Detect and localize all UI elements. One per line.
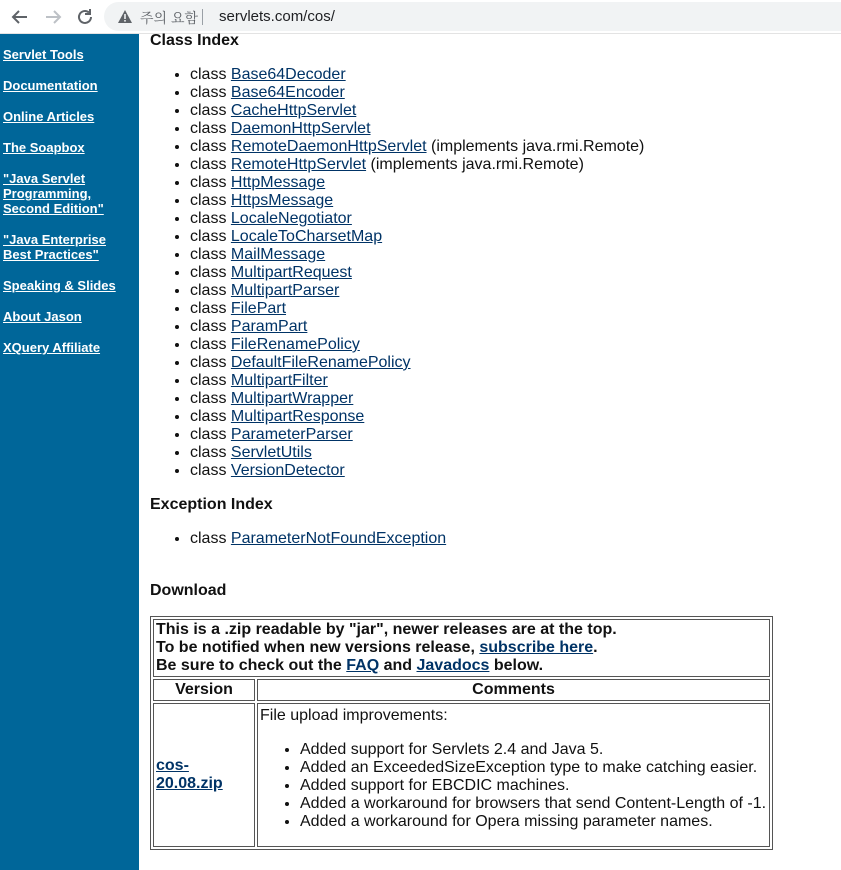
list-item [190,66,644,84]
sidebar-item-documentation[interactable]: Documentation [3,78,98,93]
class-prefix: class [190,530,227,547]
class-link[interactable]: MultipartFilter [230,372,328,389]
zip-download-link[interactable]: cos-20.08.zip [156,757,223,792]
release-note: • Added a workaround for browsers that send Content-Length of -1. [300,795,767,813]
download-heading: Download [150,582,227,599]
subscribe-link[interactable]: subscribe here [479,639,594,656]
list-item [190,84,644,102]
list-item [190,138,644,156]
class-prefix: class [190,210,227,227]
class-prefix: class [190,102,227,119]
class-prefix: class [190,120,227,137]
sidebar-item-online-articles[interactable]: Online Articles [3,109,95,124]
warning-icon[interactable] [116,8,134,26]
class-link[interactable]: Base64Decoder [230,66,346,83]
sidebar-nav [0,34,139,870]
browser-toolbar [0,0,841,34]
class-prefix: class [190,138,227,155]
class-prefix: class [190,174,227,191]
release-summary: File upload improvements: [260,707,448,724]
class-note: (implements java.rmi.Remote) [366,156,584,173]
list-item [190,120,644,138]
security-label[interactable]: 주의 요함 [140,10,198,26]
release-note: • Added support for Servlets 2.4 and Java 5. [300,741,767,759]
class-prefix: class [190,426,227,443]
class-link[interactable]: ParameterNotFoundException [230,530,447,547]
class-prefix: class [190,84,227,101]
sidebar-item-speaking-slides[interactable]: Speaking & Slides [3,278,116,293]
forward-arrow-icon [44,8,62,26]
faq-link[interactable]: FAQ [346,657,380,674]
class-link[interactable]: VersionDetector [230,462,345,479]
version-cell [153,703,255,847]
list-item [190,354,644,372]
list-item [190,408,644,426]
list-item [190,210,644,228]
class-prefix: class [190,318,227,335]
exception-index-heading: Exception Index [150,496,273,513]
comments-column-header: Comments [257,679,770,701]
intro-line-2: To be notified when new versions release, [156,639,480,656]
class-prefix: class [190,336,227,353]
address-bar[interactable] [104,2,841,31]
intro-line-3-end: below. [489,657,544,674]
list-item [190,462,644,480]
table-row [153,703,770,847]
back-arrow-icon [11,8,29,26]
class-link[interactable]: HttpsMessage [230,192,334,209]
class-link[interactable]: RemoteHttpServlet [230,156,367,173]
class-link[interactable]: LocaleNegotiator [230,210,352,227]
release-note: • Added an ExceededSizeException type to make catching easier. [300,759,767,777]
class-link[interactable]: ParamPart [230,318,308,335]
list-item [190,530,446,548]
class-link[interactable]: MultipartParser [230,282,340,299]
class-link[interactable]: DefaultFileRenamePolicy [230,354,411,371]
class-prefix: class [190,156,227,173]
class-prefix: class [190,408,227,425]
sidebar-item-soapbox[interactable]: The Soapbox [3,140,85,155]
list-item [190,156,644,174]
class-prefix: class [190,228,227,245]
class-link[interactable]: MultipartResponse [230,408,365,425]
list-item [190,426,644,444]
download-table [150,616,773,850]
class-prefix: class [190,66,227,83]
release-note: • Added support for EBCDIC machines. [300,777,767,795]
class-index-heading: Class Index [150,32,239,49]
reload-button[interactable] [73,5,97,29]
list-item [190,390,644,408]
comments-cell [257,703,770,847]
intro-line-1: This is a .zip readable by "jar", newer releases are at the top. [156,621,617,638]
release-note: • Added a workaround for Opera missing parameter names. [300,813,767,831]
sidebar-item-about-jason[interactable]: About Jason [3,309,82,324]
class-link[interactable]: LocaleToCharsetMap [230,228,383,245]
forward-button[interactable] [41,5,65,29]
list-item [190,444,644,462]
sidebar-item-java-enterprise-best-practices[interactable]: "Java Enterprise Best Practices" [3,232,106,262]
class-prefix: class [190,246,227,263]
class-link[interactable]: MailMessage [230,246,326,263]
list-item [190,102,644,120]
class-prefix: class [190,300,227,317]
exception-list [190,530,446,548]
list-item [190,318,644,336]
class-prefix: class [190,390,227,407]
version-column-header: Version [153,679,255,701]
class-prefix: class [190,282,227,299]
class-link[interactable]: ServletUtils [230,444,312,461]
class-link[interactable]: MultipartWrapper [230,390,354,407]
list-item [190,336,644,354]
class-note: (implements java.rmi.Remote) [426,138,645,155]
class-link[interactable]: FileRenamePolicy [230,336,360,353]
class-prefix: class [190,462,227,479]
class-link[interactable]: CacheHttpServlet [230,102,357,119]
class-link[interactable]: ParameterParser [230,426,353,443]
class-link[interactable]: FilePart [230,300,287,317]
class-prefix: class [190,264,227,281]
class-link[interactable]: HttpMessage [230,174,326,191]
url-text[interactable]: servlets.com/cos/ [219,8,335,25]
download-intro [153,619,770,677]
list-item [190,228,644,246]
intro-line-3-mid: and [379,657,417,674]
divider [202,9,203,25]
intro-line-2-end: . [593,639,598,656]
list-item [190,300,644,318]
class-link[interactable]: MultipartRequest [230,264,352,281]
list-item [190,282,644,300]
list-item [190,372,644,390]
class-link[interactable]: RemoteDaemonHttpServlet [230,138,427,155]
list-item [190,192,644,210]
sidebar-item-java-servlet-programming[interactable]: "Java Servlet Programming, Second Edition" [3,171,104,216]
sidebar-item-xquery-affiliate[interactable]: XQuery Affiliate [3,340,101,355]
sidebar-item-servlet-tools[interactable]: Servlet Tools [3,47,84,62]
class-link[interactable]: Base64Encoder [230,84,345,101]
intro-line-3: Be sure to check out the [156,657,347,674]
class-link[interactable]: DaemonHttpServlet [230,120,371,137]
class-prefix: class [190,444,227,461]
back-button[interactable] [8,5,32,29]
class-prefix: class [190,372,227,389]
reload-icon [76,8,94,26]
list-item [190,246,644,264]
list-item [190,264,644,282]
class-prefix: class [190,192,227,209]
javadocs-link[interactable]: Javadocs [416,657,490,674]
class-prefix: class [190,354,227,371]
list-item [190,174,644,192]
class-list [190,66,644,480]
